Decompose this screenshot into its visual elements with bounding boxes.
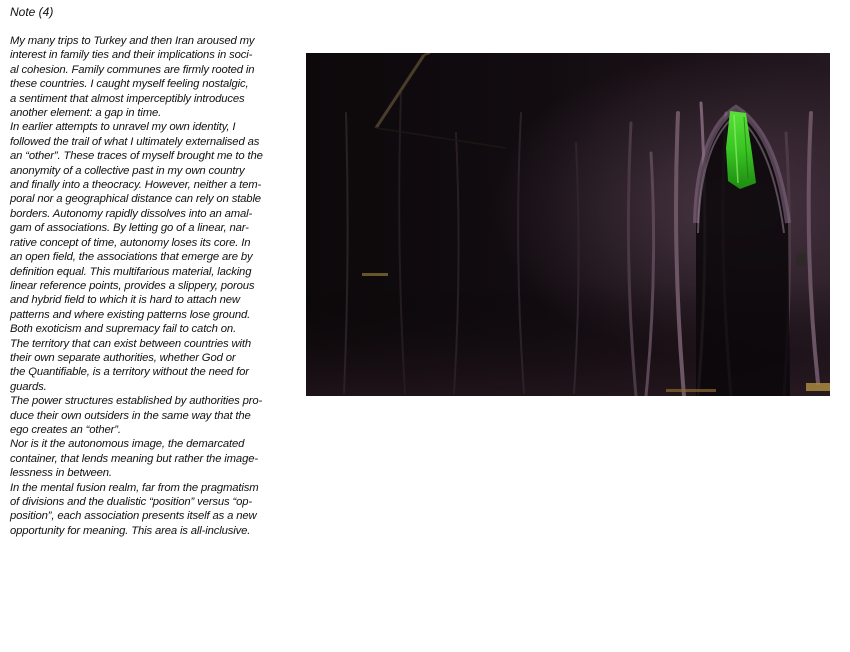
- text-line: linear reference points, provides a slippery, porous: [10, 279, 255, 292]
- text-line: an “other”. These traces of myself brought me to the: [10, 150, 263, 163]
- text-line: ego creates an “other”.: [10, 423, 121, 436]
- text-line: rative concept of time, autonomy loses its core. In: [10, 236, 251, 249]
- text-line: and finally into a theocracy. However, neither a tem-: [10, 179, 262, 192]
- text-line: al cohesion. Family communes are firmly rooted in: [10, 63, 255, 76]
- text-line: Both exoticism and supremacy fail to catch on.: [10, 323, 237, 336]
- text-line: their own separate authorities, whether God or: [10, 351, 236, 364]
- text-line: My many trips to Turkey and then Iran aroused my: [10, 35, 255, 47]
- text-line: patterns and where existing patterns lose ground.: [10, 308, 251, 321]
- text-line: and hybrid field to which it is hard to attach new: [10, 294, 240, 307]
- text-line: Nor is it the autonomous image, the demarcated: [10, 438, 245, 451]
- text-line: gam of associations. By letting go of a linear, nar-: [10, 222, 249, 235]
- text-line: guards.: [10, 380, 47, 393]
- text-line: borders. Autonomy rapidly dissolves into an amal-: [10, 207, 253, 220]
- text-line: poral nor a geographical distance can rely on stable: [10, 193, 261, 206]
- text-line: the Quantifiable, is a territory without the need for: [10, 366, 249, 379]
- text-line: The power structures established by authorities pro-: [10, 395, 263, 408]
- text-line: The territory that can exist between countries with: [10, 337, 251, 350]
- text-line: a sentiment that almost imperceptibly introduces: [10, 92, 245, 105]
- note-body: [10, 34, 300, 538]
- note-title: Note (4): [10, 5, 54, 19]
- text-line: interest in family ties and their implications in soci-: [10, 49, 253, 62]
- text-line: container, that lends meaning but rather the image-: [10, 452, 258, 465]
- text-line: these countries. I caught myself feeling nostalgic,: [10, 78, 249, 91]
- text-line: duce their own outsiders in the same way that the: [10, 409, 251, 422]
- text-line: anonymity of a collective past in my own country: [10, 164, 245, 177]
- text-line: opportunity for meaning. This area is all-inclusive.: [10, 524, 251, 537]
- installation-photo: [306, 53, 830, 396]
- text-line: of divisions and the dualistic “position” versus “op-: [10, 496, 252, 508]
- text-line: definition equal. This multifarious material, lacking: [10, 265, 252, 278]
- text-line: position”, each association presents itself as a new: [10, 510, 257, 523]
- text-line: another element: a gap in time.: [10, 107, 162, 120]
- text-line: an open field, the associations that emerge are by: [10, 251, 253, 264]
- text-line: In the mental fusion realm, far from the pragmatism: [10, 481, 259, 494]
- text-line: In earlier attempts to unravel my own identity, I: [10, 121, 236, 134]
- text-line: followed the trail of what I ultimately externalised as: [10, 135, 260, 148]
- text-line: lessness in between.: [10, 467, 112, 480]
